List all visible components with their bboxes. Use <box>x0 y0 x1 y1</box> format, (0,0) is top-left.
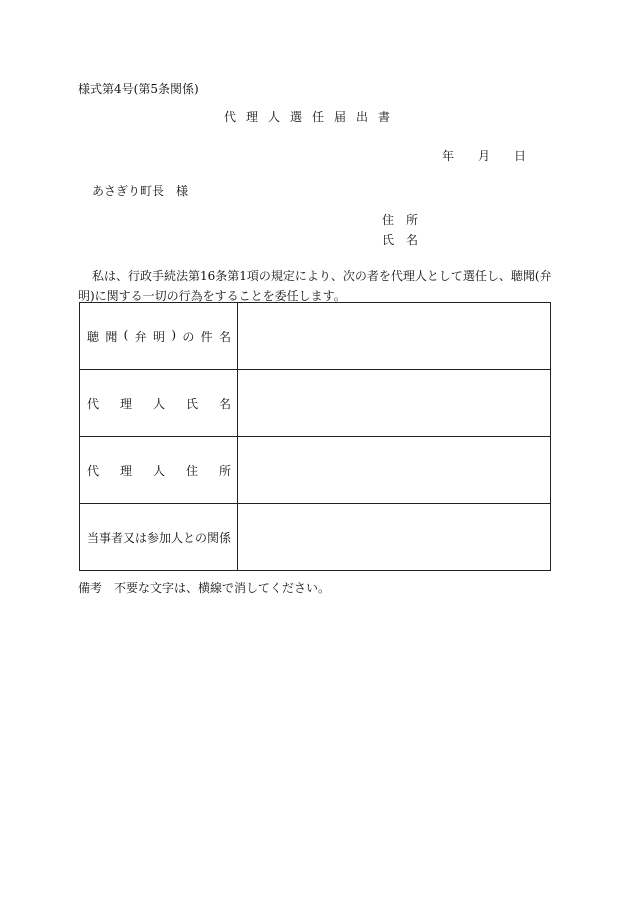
applicant-name-label: 氏 名 <box>382 233 419 247</box>
row-label <box>80 529 237 546</box>
row-label-char: 理 <box>119 463 132 478</box>
row-label-char: 人 <box>152 396 165 411</box>
row-label-cell <box>80 504 238 571</box>
row-label-char: 人 <box>152 463 165 478</box>
table-row <box>80 303 551 370</box>
row-label <box>80 395 237 412</box>
document-title: 代理人選任届出書 <box>224 110 401 124</box>
row-label-cell <box>80 303 238 370</box>
row-label-char: 聴 <box>87 329 100 344</box>
date-line <box>442 147 526 164</box>
row-label-char: 代 <box>87 396 100 411</box>
row-label-char: 住 <box>185 463 198 478</box>
row-label-char: 弁 <box>134 329 147 344</box>
row-label-char: 当事者又は参加人との関係 <box>87 530 232 545</box>
row-label-char: 名 <box>218 329 231 344</box>
date-day-label: 日 <box>514 149 527 163</box>
table-row <box>80 370 551 437</box>
form-number: 様式第4号(第5条関係) <box>78 82 199 96</box>
recipient: あさぎり町長 様 <box>92 184 189 198</box>
body-text: 私は、行政手続法第16条第1項の規定により、次の者を代理人として選任し、聴聞(弁明)に関する一切の行為をすることを委任します。 <box>78 269 552 303</box>
row-value-field[interactable] <box>238 370 551 437</box>
footnote: 備考 不要な文字は、横線で消してください。 <box>78 581 331 595</box>
date-month-label: 月 <box>478 149 491 163</box>
row-label <box>80 462 237 479</box>
row-label-char: ) <box>171 327 176 342</box>
table-row <box>80 437 551 504</box>
row-label-cell <box>80 370 238 437</box>
row-label-char: 名 <box>218 396 231 411</box>
row-label <box>80 328 237 345</box>
row-label-char: 件 <box>200 329 213 344</box>
row-label-char: 所 <box>218 463 231 478</box>
row-label-char: 聞 <box>105 329 118 344</box>
table-row <box>80 504 551 571</box>
row-value-field[interactable] <box>238 437 551 504</box>
row-label-char: の <box>182 329 195 344</box>
row-label-char: 氏 <box>185 396 198 411</box>
row-label-char: 明 <box>152 329 165 344</box>
row-label-char: 代 <box>87 463 100 478</box>
row-label-char: ( <box>123 327 129 342</box>
row-value-field[interactable] <box>238 303 551 370</box>
applicant-address-label: 住 所 <box>382 213 419 227</box>
form-table <box>79 302 551 571</box>
row-label-cell <box>80 437 238 504</box>
row-value-field[interactable] <box>238 504 551 571</box>
date-year-label: 年 <box>442 149 455 163</box>
row-label-char: 理 <box>119 396 132 411</box>
